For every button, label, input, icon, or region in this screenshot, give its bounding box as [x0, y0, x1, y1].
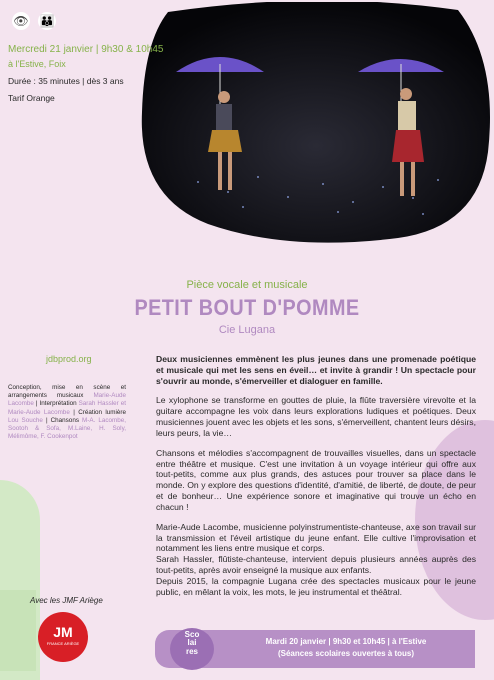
- badge-line: lai: [187, 638, 197, 648]
- children-icon: 👪: [39, 14, 55, 28]
- credits: [8, 384, 126, 441]
- description-paragraph: Chansons et mélodies s'accompagnent de trouvailles visuelles, dans un spectacle entre théâtre et musique. C'est une invitation à un voyage intérieur qui offre aux tout-petits, comme aux plus grands, des astuces pour trouver sa place dans le monde. On y explore des questions d'identité, d'amitié, de liberté, de doute, de peur et de bonheur… Une expérience sonore et imaginative qui trouve un écho en chacun !: [156, 447, 476, 512]
- scolaires-note: (Séances scolaires ouvertes à tous): [277, 649, 415, 658]
- show-photo: [138, 2, 494, 244]
- description-paragraph: Sarah Hassler, flûtiste-chanteuse, intervient depuis plusieurs années auprès des tout-petits, après avoir enseigné la musique aux enfants.: [156, 554, 476, 576]
- badge-line: Sco: [184, 630, 200, 639]
- badge-line: res: [185, 646, 198, 656]
- credit-name: Sarah Hassler et Marie-Aude Lacombe: [8, 400, 126, 416]
- company-url[interactable]: jdbprod.org: [46, 354, 92, 364]
- show-duration: Durée : 35 minutes | dès 3 ans: [8, 76, 124, 86]
- description-paragraph: Marie-Aude Lacombe, musicienne polyinstrumentiste-chanteuse, axe son travail sur la transmission et l'éveil artistique du jeune enfant. Elle cultive l'improvisation et notamment les liens entre musique et corps.: [156, 521, 476, 554]
- credit-name: Lou Souche: [8, 416, 43, 424]
- show-tarif: Tarif Orange: [8, 93, 55, 103]
- eye-icon: 👁: [13, 14, 29, 28]
- show-date: Mercredi 21 janvier | 9h30 & 10h45: [8, 44, 164, 55]
- description-paragraph: Depuis 2015, la compagnie Lugana crée des spectacles musicaux pour le jeune public, en mêlant la voix, les mots, le jeu instrumental et théâtral.: [156, 575, 476, 597]
- scolaires-session: [220, 636, 472, 660]
- logo-main: JM: [53, 624, 73, 640]
- description-paragraph: Le xylophone se transforme en gouttes de pluie, la flûte traversière virevolte et la guitare accompagne les voix dans leurs explorations ludiques et poétiques. Deux musiciennes jouent avec les objets et les sons, s'émerveillent, chantent leurs désirs, leurs peurs, la vie…: [156, 395, 476, 438]
- show-subtitle: Pièce vocale et musicale: [186, 279, 308, 291]
- credit-name: M-A. Lacombe, Sootoh & Sofa, M.Laine, H. Soly, Mélimôme, F. Cookenpot: [8, 416, 126, 441]
- credit-role: | Chansons: [42, 416, 82, 424]
- credit-role: | Création lumière: [69, 408, 126, 416]
- scolaires-date: Mardi 20 janvier | 9h30 et 10h45 | à l'Estive: [265, 637, 427, 646]
- partner-label: Avec les JMF Ariège: [30, 596, 103, 605]
- credit-role: Conception, mise en scène et arrangements musicaux: [8, 384, 126, 400]
- show-title: PETIT BOUT D'POMME: [134, 295, 360, 320]
- show-place: à l'Estive, Foix: [8, 59, 66, 69]
- scolaires-badge: [170, 628, 214, 670]
- show-company: Cie Lugana: [218, 324, 276, 336]
- logo-sub: FRANCE ARIÈGE: [46, 641, 80, 646]
- description: [156, 354, 476, 598]
- description-lead: Deux musiciennes emmènent les plus jeunes dans une promenade poétique et musicale qui met les sens en éveil… et invite à grandir ! Un spectacle pour s'ouvrir au monde, s'émerveiller et dialoguer en famille.: [156, 354, 476, 386]
- credit-name: Marie-Aude Lacombe: [8, 392, 126, 408]
- credit-role: | Interprétation: [33, 400, 79, 408]
- jmf-logo: [38, 612, 88, 662]
